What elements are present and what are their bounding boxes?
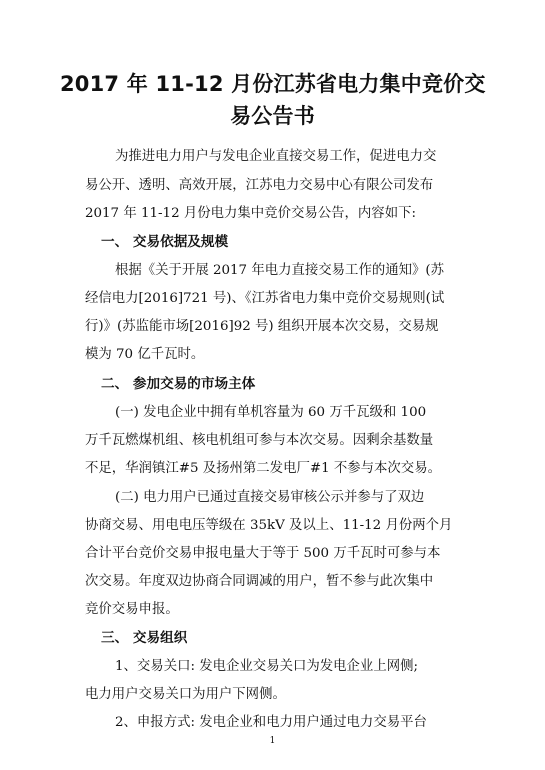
section2-para2-line-3: 合计平台竞价交易申报电量大于等于 500 万千瓦时可参与本 <box>85 546 441 561</box>
section2-para2-line-4: 次交易。年度双边协商合同调减的用户，暂不参与此次集中 <box>85 574 434 589</box>
section2-para2-line-1: (二) 电力用户已通过直接交易审核公示并参与了双边 <box>115 490 425 505</box>
section1-line-2: 经信电力[2016]721 号)、《江苏省电力集中竞价交易规则(试 <box>85 291 445 306</box>
section-heading-3: 三、 交易组织 <box>101 630 188 646</box>
section2-para2-line-5: 竞价交易申报。 <box>85 602 179 617</box>
document-title-line-2: 易公告书 <box>230 104 315 128</box>
intro-line-2: 易公开、透明、高效开展，江苏电力交易中心有限公司发布 <box>85 178 434 193</box>
page-number: 1 <box>269 736 276 746</box>
section1-line-1: 根据《关于开展 2017 年电力直接交易工作的通知》(苏 <box>115 263 445 278</box>
section1-line-3: 行)》(苏监能市场[2016]92 号) 组织开展本次交易，交易规 <box>85 319 439 334</box>
section2-para1-line-2: 万千瓦燃煤机组、核电机组可参与本次交易。因剩余基数量 <box>85 433 434 448</box>
intro-line-1: 为推进电力用户与发电企业直接交易工作，促进电力交 <box>115 149 437 164</box>
section-heading-2: 二、 参加交易的市场主体 <box>101 376 256 392</box>
section3-item1-line-1: 1、交易关口: 发电企业交易关口为发电企业上网侧; <box>115 659 419 674</box>
section-heading-1: 一、 交易依据及规模 <box>101 234 229 250</box>
document-title-line-1: 2017 年 11-12 月份江苏省电力集中竞价交 <box>60 72 486 96</box>
section2-para2-line-2: 协商交易、用电电压等级在 35kV 及以上、11-12 月份两个月 <box>85 518 453 533</box>
intro-line-3: 2017 年 11-12 月份电力集中竞价交易公告，内容如下: <box>85 206 416 221</box>
section1-line-4: 模为 70 亿千瓦时。 <box>85 347 205 362</box>
section3-item2-line-1: 2、申报方式: 发电企业和电力用户通过电力交易平台 <box>115 715 427 730</box>
section2-para1-line-1: (一) 发电企业中拥有单机容量为 60 万千瓦级和 100 <box>115 405 427 420</box>
section2-para1-line-3: 不足，华润镇江#5 及扬州第二发电厂#1 不参与本次交易。 <box>85 461 441 476</box>
section3-item1-line-2: 电力用户交易关口为用户下网侧。 <box>85 687 286 702</box>
